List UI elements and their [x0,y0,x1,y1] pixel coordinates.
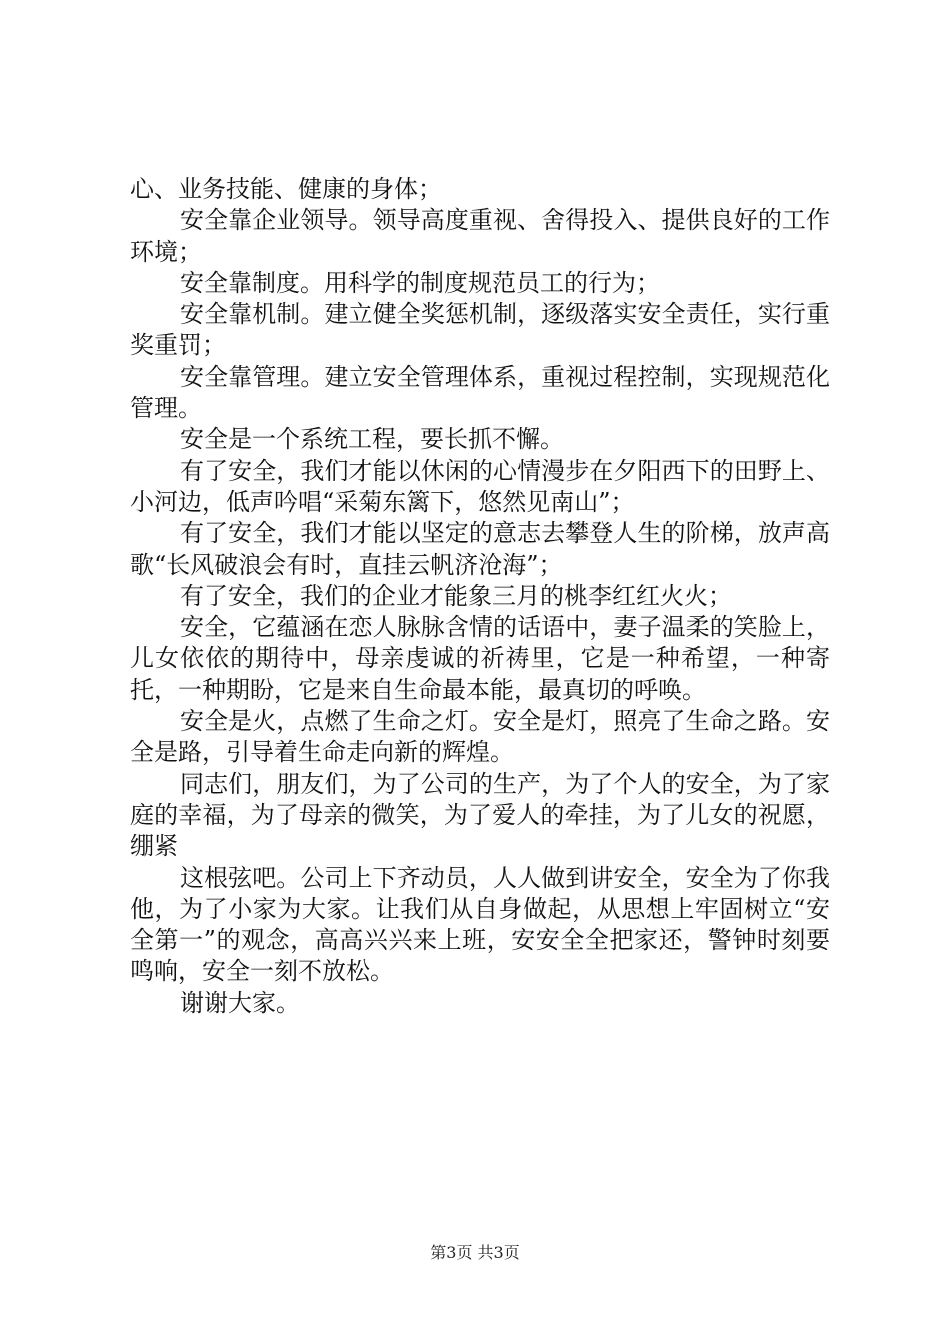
paragraph: 这根弦吧。公司上下齐动员，人人做到讲安全，安全为了你我他，为了小家为大家。让我们从自身做起，从思想上牢固树立“安全第一”的观念，高高兴兴来上班，安安全全把家还，警钟时刻要鸣响，安全一刻不放松。 [130,863,830,986]
paragraph: 有了安全，我们的企业才能象三月的桃李红红火火； [180,581,732,610]
paragraph: 同志们，朋友们，为了公司的生产，为了个人的安全，为了家庭的幸福，为了母亲的微笑，为了爱人的牵挂，为了儿女的祝愿，绷紧 [130,769,830,861]
paragraph: 有了安全，我们才能以坚定的意志去攀登人生的阶梯，放声高歌“长风破浪会有时，直挂云帆济沧海”； [130,519,830,579]
paragraph: 安全是一个系统工程，要长抓不懈。 [180,425,564,454]
paragraph: 安全靠制度。用科学的制度规范员工的行为； [180,268,660,297]
paragraph: 心、业务技能、健康的身体； [130,175,442,203]
paragraph: 安全靠企业领导。领导高度重视、舍得投入、提供良好的工作环境； [130,206,830,266]
paragraph: 安全靠机制。建立健全奖惩机制，逐级落实安全责任，实行重奖重罚； [130,300,830,360]
paragraph: 谢谢大家。 [180,988,300,1017]
paragraph: 有了安全，我们才能以休闲的心情漫步在夕阳西下的田野上、小河边，低声吟唱“采菊东篱下，悠然见南山”； [130,456,830,516]
paragraph: 安全是火，点燃了生命之灯。安全是灯，照亮了生命之路。安全是路，引导着生命走向新的辉煌。 [130,707,830,767]
document-body [130,174,830,1019]
page-number-footer: 第3页 共3页 [430,1243,520,1262]
paragraph: 安全，它蕴涵在恋人脉脉含情的话语中，妻子温柔的笑脸上，儿女依依的期待中，母亲虔诚的祈祷里，它是一种希望，一种寄托，一种期盼，它是来自生命最本能，最真切的呼唤。 [130,613,830,704]
paragraph: 安全靠管理。建立安全管理体系，重视过程控制，实现规范化管理。 [130,362,830,423]
